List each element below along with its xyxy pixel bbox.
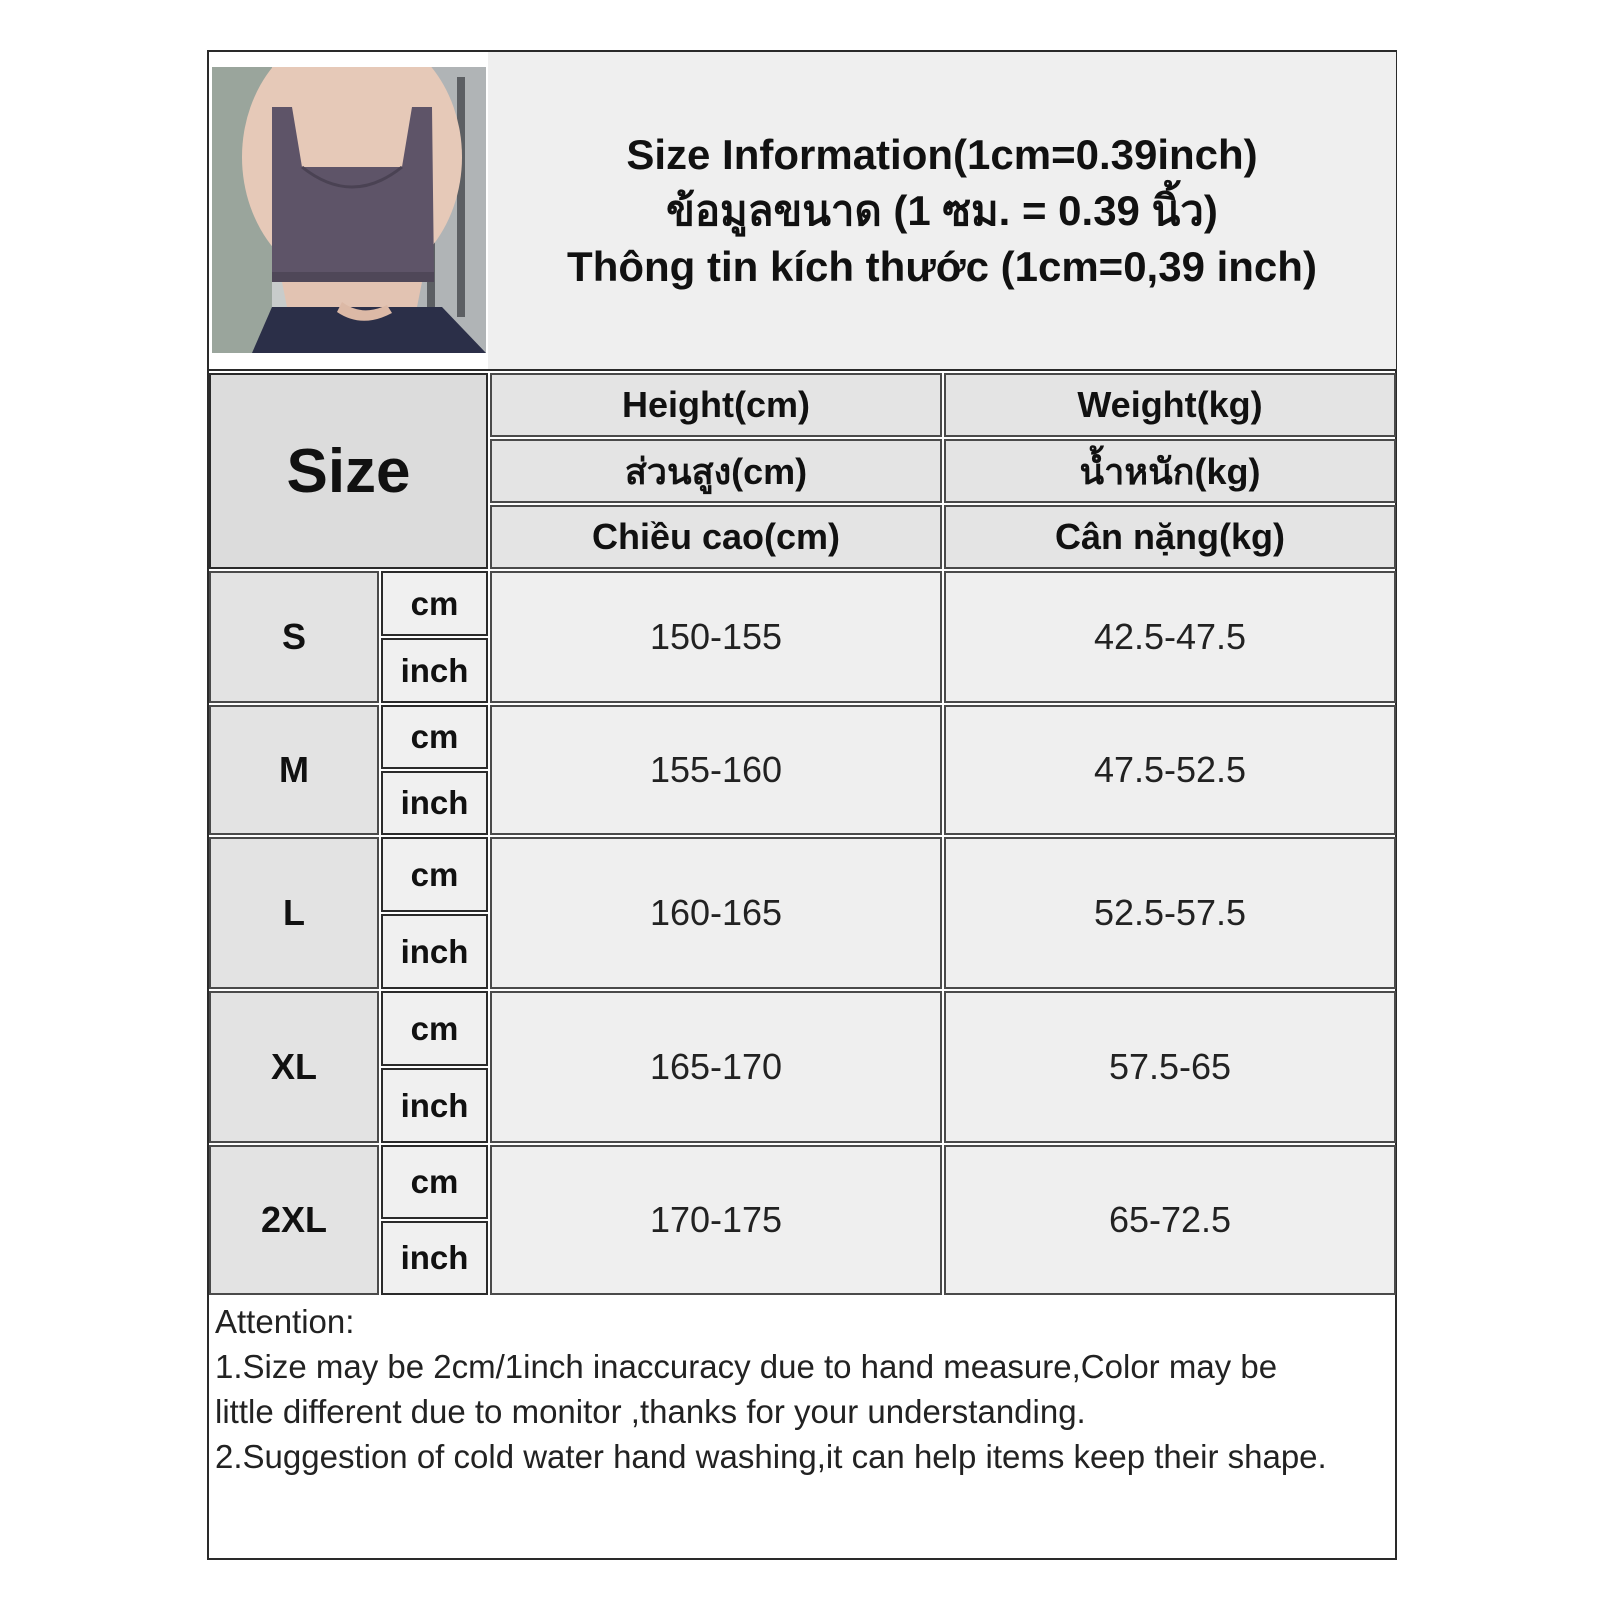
title-vietnamese: Thông tin kích thước (1cm=0,39 inch): [567, 243, 1317, 290]
size-info-title: [488, 52, 1396, 370]
size-cell-m: M: [209, 705, 379, 835]
title-english: Size Information(1cm=0.39inch): [626, 131, 1258, 178]
attention-note-2: 2.Suggestion of cold water hand washing,it can help items keep their shape.: [215, 1438, 1327, 1475]
product-photo: [212, 67, 486, 353]
weight-value-m: 47.5-52.5: [944, 705, 1396, 835]
unit-cm: cm: [381, 991, 488, 1066]
unit-inch: inch: [381, 914, 488, 989]
size-cell-2xl: 2XL: [209, 1145, 379, 1295]
size-cell-xl: XL: [209, 991, 379, 1143]
height-header-en: Height(cm): [490, 373, 942, 437]
weight-value-2xl: 65-72.5: [944, 1145, 1396, 1295]
weight-header-en: Weight(kg): [944, 373, 1396, 437]
height-value-s: 150-155: [490, 571, 942, 703]
unit-inch: inch: [381, 1068, 488, 1143]
unit-cm: cm: [381, 837, 488, 912]
size-cell-l: L: [209, 837, 379, 989]
height-value-2xl: 170-175: [490, 1145, 942, 1295]
model-illustration: [212, 67, 486, 353]
weight-header-vi: Cân nặng(kg): [944, 505, 1396, 569]
unit-inch: inch: [381, 771, 488, 835]
unit-cm: cm: [381, 705, 488, 769]
height-header-vi: Chiều cao(cm): [490, 505, 942, 569]
weight-header-th: น้ำหนัก(kg): [944, 439, 1396, 503]
weight-value-s: 42.5-47.5: [944, 571, 1396, 703]
unit-cm: cm: [381, 1145, 488, 1219]
attention-heading: Attention:: [215, 1303, 355, 1340]
unit-inch: inch: [381, 638, 488, 703]
unit-cm: cm: [381, 571, 488, 636]
attention-note-1a: 1.Size may be 2cm/1inch inaccuracy due to hand measure,Color may be: [215, 1348, 1278, 1385]
height-value-l: 160-165: [490, 837, 942, 989]
attention-notes: [209, 1295, 1394, 1557]
size-header-label: Size: [286, 436, 411, 506]
title-divider: [209, 369, 1396, 371]
size-header-cell: [209, 373, 488, 569]
weight-value-l: 52.5-57.5: [944, 837, 1396, 989]
size-cell-s: S: [209, 571, 379, 703]
weight-value-xl: 57.5-65: [944, 991, 1396, 1143]
unit-inch: inch: [381, 1221, 488, 1295]
height-header-th: ส่วนสูง(cm): [490, 439, 942, 503]
height-value-m: 155-160: [490, 705, 942, 835]
height-value-xl: 165-170: [490, 991, 942, 1143]
title-thai: ข้อมูลขนาด (1 ซม. = 0.39 นิ้ว): [666, 187, 1218, 234]
attention-note-1b: little different due to monitor ,thanks for your understanding.: [215, 1393, 1086, 1430]
